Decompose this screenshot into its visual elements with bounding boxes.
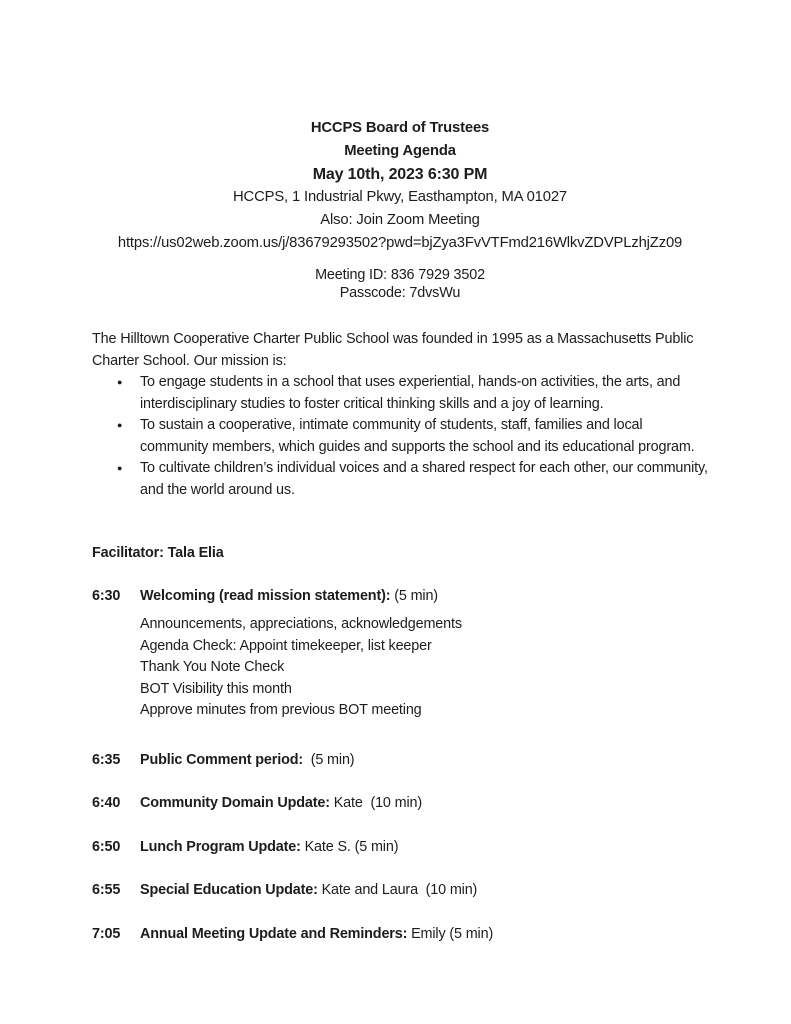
agenda-time: 6:50 [92, 838, 121, 855]
mission-bullet [92, 415, 708, 458]
mission-section [92, 329, 708, 501]
agenda-title: Public Comment period: [140, 751, 304, 768]
document-header [92, 117, 708, 302]
agenda-subitem: Thank You Note Check [140, 659, 285, 675]
mission-bullet [92, 458, 708, 501]
zoom-meeting-url: https://us02web.zoom.us/j/83679293502?pwd=bjZya3FvVTFmd216WlkvZDVPLzhjZz09 [117, 235, 683, 251]
agenda-subitems [140, 614, 708, 722]
bullet-icon: ● [117, 463, 123, 473]
agenda-detail: Kate (10 min) [329, 795, 423, 811]
doc-datetime: May 10th, 2023 6:30 PM [312, 166, 488, 183]
agenda-section [92, 586, 708, 946]
agenda-time: 7:05 [92, 925, 121, 942]
mission-intro: The Hilltown Cooperative Charter Public School was founded in 1995 as a Massachusetts Public Charter School. Our mission is: [92, 331, 694, 369]
mission-bullet-text: To sustain a cooperative, intimate community of students, staff, families and local community members, which guides and supports the school and its educational program. [140, 417, 695, 455]
agenda-item [92, 586, 708, 608]
doc-title: HCCPS Board of Trustees [310, 120, 490, 136]
agenda-title: Lunch Program Update: [140, 838, 301, 855]
facilitator-line: Facilitator: Tala Elia [92, 545, 224, 561]
agenda-subitem: Agenda Check: Appoint timekeeper, list keeper [140, 637, 432, 654]
agenda-time: 6:30 [92, 587, 121, 604]
agenda-item [92, 793, 708, 815]
meeting-passcode: Passcode: 7dvsWu [339, 284, 461, 301]
agenda-time: 6:55 [92, 882, 121, 898]
agenda-item [92, 750, 708, 772]
agenda-detail: Kate and Laura (10 min) [317, 882, 478, 898]
mission-bullet [92, 372, 708, 415]
agenda-title: Welcoming (read mission statement): [140, 587, 391, 604]
mission-bullet-list [92, 372, 708, 501]
agenda-item [92, 924, 708, 946]
mission-bullet-text: To cultivate children’s individual voices and a shared respect for each other, our community, and the world around us. [140, 460, 708, 498]
agenda-detail: (5 min) [303, 751, 355, 768]
agenda-time: 6:35 [92, 751, 121, 768]
agenda-item [92, 880, 708, 902]
agenda-detail: Kate S. (5 min) [300, 838, 399, 855]
agenda-title: Community Domain Update: [140, 795, 330, 811]
agenda-detail: Emily (5 min) [407, 925, 494, 942]
agenda-detail: (5 min) [390, 587, 438, 604]
agenda-subitem: Approve minutes from previous BOT meeting [140, 702, 422, 718]
agenda-time: 6:40 [92, 795, 121, 811]
zoom-meeting-label: Also: Join Zoom Meeting [320, 212, 480, 228]
agenda-subitem: Announcements, appreciations, acknowledgements [140, 616, 462, 632]
meeting-id: Meeting ID: 836 7929 3502 [315, 267, 485, 283]
bullet-icon: ● [117, 420, 123, 430]
agenda-title: Annual Meeting Update and Reminders: [140, 925, 408, 942]
bullet-icon: ● [117, 377, 123, 387]
agenda-item [92, 837, 708, 859]
mission-bullet-text: To engage students in a school that uses experiential, hands-on activities, the arts, and interdisciplinary studies to foster critical thinking skills and a joy of learning. [140, 374, 681, 412]
doc-location: HCCPS, 1 Industrial Pkwy, Easthampton, MA 01027 [233, 189, 567, 205]
agenda-subitem: BOT Visibility this month [140, 680, 292, 697]
agenda-title: Special Education Update: [140, 882, 318, 898]
doc-subtitle: Meeting Agenda [344, 143, 456, 159]
meeting-credentials [92, 267, 708, 302]
